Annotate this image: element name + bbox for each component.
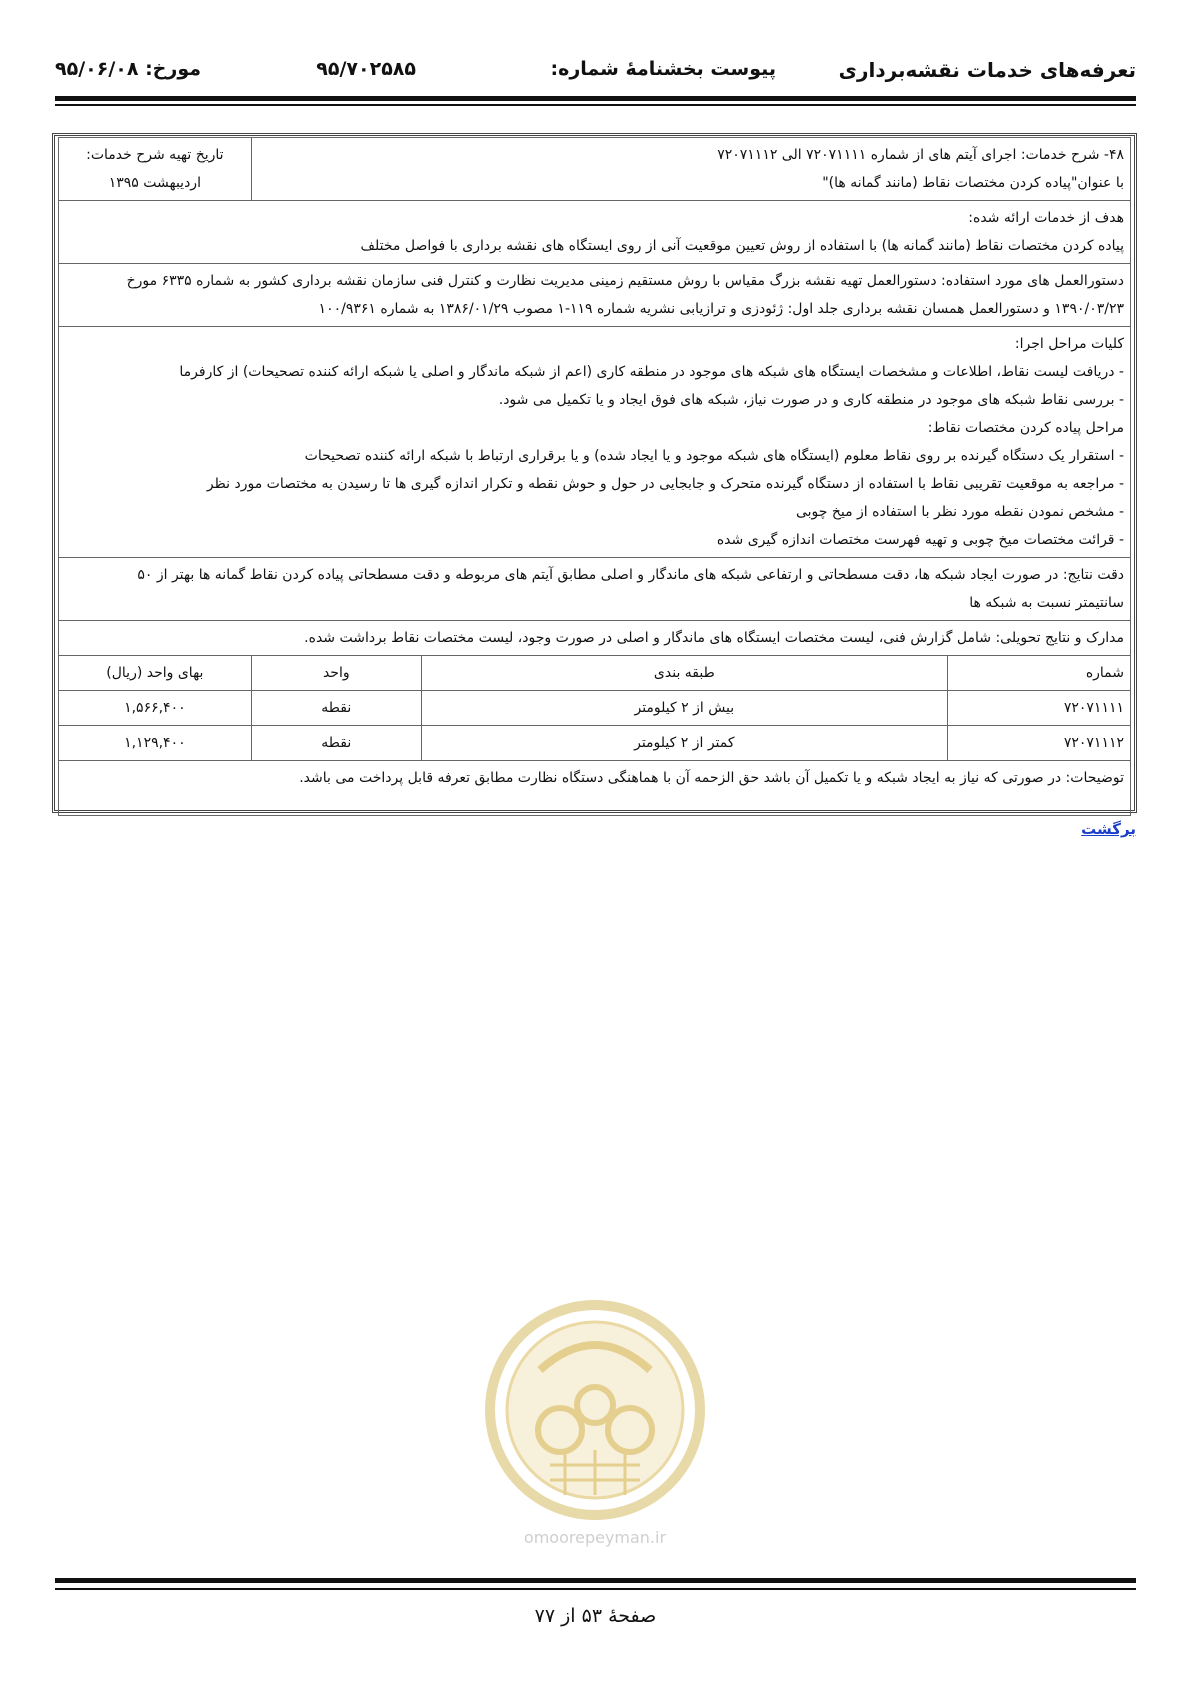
accuracy-line-2: سانتیمتر نسبت به شبکه ها	[969, 595, 1124, 611]
instructions-line-1: دستورالعمل های مورد استفاده: دستورالعمل تهیه نقشه بزرگ مقیاس با روش مستقیم زمینی مدیریت نظارت و کنترل فنی سازمان نقشه برداری کشور به شماره ۶۳۳۵ مورخ	[126, 273, 1124, 289]
seal-icon	[480, 1300, 710, 1560]
accuracy-row	[59, 558, 1131, 621]
service-row	[59, 138, 1131, 201]
instructions-row	[59, 264, 1131, 327]
notes-text: توضیحات: در صورتی که نیاز به ایجاد شبکه و یا تکمیل آن باشد حق الزحمه آن با هماهنگی دستگاه نظارت مطابق تعرفه قابل پرداخت می باشد.	[59, 761, 1131, 816]
row-number: ۷۲۰۷۱۱۱۲	[947, 726, 1130, 761]
goal-row	[59, 201, 1131, 264]
page-number: صفحهٔ ۵۳ از ۷۷	[534, 1605, 657, 1627]
header-rule-thick	[55, 96, 1136, 101]
watermark-text: omoorepeyman.ir	[523, 1528, 667, 1547]
goal-label: هدف از خدمات ارائه شده:	[968, 210, 1124, 226]
service-line-2: با عنوان"پیاده کردن مختصات نقاط (مانند گمانه ها)"	[822, 175, 1124, 191]
staking-step: - قرائت مختصات میخ چوبی و تهیه فهرست مختصات اندازه گیری شده	[716, 532, 1124, 548]
footer-rule-thick	[55, 1578, 1136, 1583]
price-header-row	[59, 656, 1131, 691]
general-step: - بررسی نقاط شبکه های موجود در منطقه کاری و در صورت نیاز، شبکه های فوق ایجاد و یا تکمیل می شود.	[498, 392, 1124, 408]
header-price: بهای واحد (ریال)	[59, 656, 252, 691]
service-date-value: اردیبهشت ۱۳۹۵	[108, 175, 201, 191]
row-unit: نقطه	[251, 726, 421, 761]
footer-rule-thin	[55, 1588, 1136, 1590]
goal-text: پیاده کردن مختصات نقاط (مانند گمانه ها) با استفاده از روش تعیین موقعیت آنی از روی ایستگاه های نقشه برداری با فواصل مختلف	[360, 238, 1124, 254]
annex-date: مورخ: ۹۵/۰۶/۰۸	[55, 58, 201, 80]
row-category: بیش از ۲ کیلومتر	[421, 691, 947, 726]
staking-step: - مشخص نمودن نقطه مورد نظر با استفاده از میخ چوبی	[795, 504, 1124, 520]
header-category: طبقه بندی	[421, 656, 947, 691]
service-table	[58, 137, 1131, 816]
staking-steps-label: مراحل پیاده کردن مختصات نقاط:	[927, 420, 1124, 436]
row-unit: نقطه	[251, 691, 421, 726]
steps-row	[59, 327, 1131, 558]
staking-step: - مراجعه به موقعیت تقریبی نقاط با استفاده از دستگاه گیرنده متحرک و جابجایی در حول و حوش نقطه و تکرار اندازه گیری ها تا رسیدن به مختصات مورد نظر	[206, 476, 1124, 492]
table-row	[59, 691, 1131, 726]
instructions-line-2: ۱۳۹۰/۰۳/۲۳ و دستورالعمل همسان نقشه برداری جلد اول: ژئودزی و ترازیابی نشریه شماره ۱۱۹-۱ مصوب ۱۳۸۶/۰۱/۲۹ به شماره ۱۰۰/۹۳۶۱	[318, 301, 1124, 317]
row-price: ۱,۱۲۹,۴۰۰	[59, 726, 252, 761]
back-link[interactable]: برگشت	[1081, 820, 1136, 838]
header-rule-thin	[55, 104, 1136, 106]
header-number: شماره	[947, 656, 1130, 691]
service-date-label: تاریخ تهیه شرح خدمات:	[86, 147, 224, 163]
annex-number: ۹۵/۷۰۲۵۸۵	[316, 58, 416, 80]
page-header	[55, 58, 1136, 88]
general-step: - دریافت لیست نقاط، اطلاعات و مشخصات ایستگاه های شبکه های موجود در منطقه کاری (اعم از شبکه ماندگار و اصلی یا شبکه ارائه کننده تصحیحات) از کارفرما	[179, 364, 1124, 380]
service-date-cell	[59, 138, 252, 201]
staking-step: - استقرار یک دستگاه گیرنده بر روی نقاط معلوم (ایستگاه های شبکه موجود و یا ایجاد شده) و یا برقراری ارتباط با شبکه ارائه کننده تصحیحات	[304, 448, 1124, 464]
service-description	[251, 138, 1130, 201]
deliverables-row	[59, 621, 1131, 656]
watermark-seal	[480, 1300, 710, 1560]
deliverables-text: مدارک و نتایج تحویلی: شامل گزارش فنی، لیست مختصات ایستگاه های ماندگار و اصلی در صورت وجود، لیست مختصات نقاط برداشت شده.	[59, 621, 1131, 656]
row-price: ۱,۵۶۶,۴۰۰	[59, 691, 252, 726]
document-title: تعرفه‌های خدمات نقشه‌برداری	[838, 58, 1136, 82]
header-unit: واحد	[251, 656, 421, 691]
row-category: کمتر از ۲ کیلومتر	[421, 726, 947, 761]
service-line-1: ۴۸- شرح خدمات: اجرای آیتم های از شماره ۷۲۰۷۱۱۱۱ الی ۷۲۰۷۱۱۱۲	[717, 147, 1124, 163]
general-steps-label: کلیات مراحل اجرا:	[1014, 336, 1124, 352]
row-number: ۷۲۰۷۱۱۱۱	[947, 691, 1130, 726]
accuracy-line-1: دقت نتایج: در صورت ایجاد شبکه ها، دقت مسطحاتی و ارتفاعی شبکه های ماندگار و اصلی مطابق آیتم های مربوطه و دقت مسطحاتی پیاده کردن نقاط گمانه ها بهتر از ۵۰	[137, 567, 1124, 583]
annex-label: پیوست بخشنامهٔ شماره:	[550, 58, 776, 80]
notes-row	[59, 761, 1131, 816]
table-row	[59, 726, 1131, 761]
